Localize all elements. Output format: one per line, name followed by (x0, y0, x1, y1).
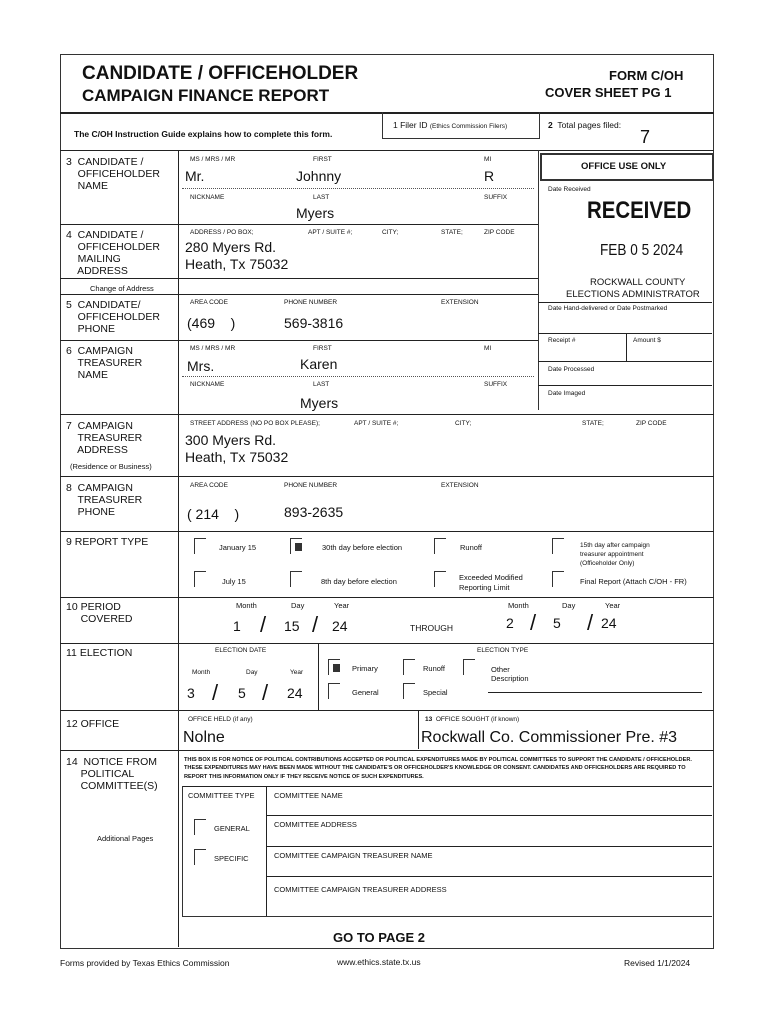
s5-ext-label: EXTENSION (441, 299, 479, 306)
form-title-line2: CAMPAIGN FINANCE REPORT (82, 86, 330, 105)
january-15-label: January 15 (219, 543, 257, 552)
s4-address-label: ADDRESS / PO BOX; (190, 229, 254, 236)
special-checkbox[interactable] (403, 683, 415, 699)
s7-state-label: STATE; (582, 420, 604, 427)
footer-url[interactable]: www.ethics.state.tx.us (337, 957, 421, 967)
form-title-line1: CANDIDATE / OFFICEHOLDER (82, 63, 359, 84)
footer-revised: Revised 1/1/2024 (624, 958, 691, 968)
section-6-label: 6 CAMPAIGN TREASURER NAME (66, 345, 143, 381)
s4-city-label: CITY; (382, 229, 399, 236)
other-election-checkbox[interactable] (463, 659, 475, 675)
s6-last-label: LAST (313, 381, 330, 388)
hand-delivered-label: Date Hand-delivered or Date Postmarked (548, 305, 668, 312)
period-to-day[interactable]: 5 (553, 615, 561, 631)
election-month-label: Month (192, 669, 211, 676)
s4-state-label: STATE; (441, 229, 463, 236)
s3-first-label: FIRST (313, 156, 332, 163)
from-day-label: Day (291, 601, 305, 610)
15th-day-label: 15th day after campaign treasurer appointment (Officeholder Only) (580, 542, 650, 567)
special-label: Special (423, 688, 448, 697)
election-year-label: Year (290, 669, 304, 676)
s8-area-label: AREA CODE (190, 482, 228, 489)
s5-area-label: AREA CODE (190, 299, 228, 306)
committee-notice: THIS BOX IS FOR NOTICE OF POLITICAL CONTRIBUTIONS ACCEPTED OR POLITICAL EXPENDITURES MADE BY POLITICAL COMMITTEES TO SUPPORT THE CANDIDATE / OFFICEHOLDER. THESE EXPENDITURES MAY HAVE BEEN MADE WITHOUT THE CANDIDATE'S OR OFFICEHOLDER'S KNOWLEDGE OR CONSENT. CANDIDATES AND OFFICEHOLDERS ARE REQUIRED TO REPORT THIS INFORMATION ONLY IF THEY RECEIVE NOTICE OF SUCH EXPENDITURES. (184, 757, 692, 780)
section-10-label: 10 PERIOD COVERED (66, 601, 133, 625)
treasurer-first-name[interactable]: Karen (300, 356, 338, 372)
s5-phone-label: PHONE NUMBER (284, 299, 338, 306)
8th-day-label: 8th day before election (321, 577, 397, 586)
total-pages-value[interactable]: 7 (640, 127, 651, 147)
section-8-label: 8 CAMPAIGN TREASURER PHONE (66, 482, 143, 518)
stamp-admin: ELECTIONS ADMINISTRATOR (566, 289, 700, 300)
s3-last-label: LAST (313, 194, 330, 201)
committee-address-label: COMMITTEE ADDRESS (274, 820, 357, 829)
treasurer-address-line1[interactable]: 300 Myers Rd. (185, 432, 277, 448)
exceeded-limit-label: Exceeded Modified Reporting Limit (459, 573, 523, 592)
received-stamp: RECEIVED (587, 197, 692, 224)
s6-first-label: FIRST (313, 345, 332, 352)
election-day[interactable]: 5 (238, 685, 246, 701)
instruction-text: The C/OH Instruction Guide explains how to complete this form. (74, 129, 333, 139)
filer-id-label: 1 Filer ID (Ethics Commission Filers) (393, 120, 508, 130)
section-7-label: 7 CAMPAIGN TREASURER ADDRESS (66, 420, 143, 456)
runoff-report-checkbox[interactable] (434, 538, 446, 554)
processed-label: Date Processed (548, 366, 595, 373)
30th-day-checkbox[interactable] (290, 538, 302, 554)
from-month-label: Month (236, 601, 257, 610)
election-runoff-label: Runoff (423, 664, 445, 673)
to-year-label: Year (605, 601, 621, 610)
section-9-label: 9 REPORT TYPE (66, 536, 149, 548)
election-date-label: ELECTION DATE (215, 647, 267, 654)
section-3-label: 3 CANDIDATE / OFFICEHOLDER NAME (66, 156, 160, 192)
treasurer-area-code[interactable]: ( 214 ) (187, 506, 240, 522)
committee-specific-label: SPECIFIC (214, 854, 249, 863)
election-month[interactable]: 3 (187, 685, 195, 701)
section-4-label: 4 CANDIDATE / OFFICEHOLDER MAILING ADDRESS (66, 229, 160, 277)
january-15-checkbox[interactable] (194, 538, 206, 554)
to-month-label: Month (508, 601, 529, 610)
candidate-area-code[interactable]: (469 ) (187, 315, 236, 331)
s7-city-label: CITY; (455, 420, 472, 427)
july-15-label: July 15 (222, 577, 246, 586)
office-sought-label: 13 OFFICE SOUGHT (if known) (425, 716, 520, 723)
s8-ext-label: EXTENSION (441, 482, 479, 489)
30th-day-label: 30th day before election (322, 543, 403, 552)
s3-suffix-label: SUFFIX (484, 194, 508, 201)
election-day-label: Day (246, 669, 258, 676)
treasurer-prefix[interactable]: Mrs. (187, 358, 215, 374)
date-received-label: Date Received (548, 186, 591, 193)
s4-apt-label: APT / SUITE #; (308, 229, 353, 236)
general-label: General (352, 688, 379, 697)
s6-suffix-label: SUFFIX (484, 381, 508, 388)
treasurer-address-line2[interactable]: Heath, Tx 75032 (185, 449, 289, 465)
section-14-label: 14 NOTICE FROM POLITICAL COMMITTEE(S) (66, 756, 158, 792)
stamp-county: ROCKWALL COUNTY (590, 277, 686, 288)
s8-phone-label: PHONE NUMBER (284, 482, 338, 489)
s3-mi-label: MI (484, 156, 492, 163)
s3-ms-label: MS / MRS / MR (190, 156, 236, 163)
candidate-prefix[interactable]: Mr. (185, 168, 205, 184)
15th-day-checkbox[interactable] (552, 538, 564, 554)
receipt-label: Receipt # (548, 337, 576, 344)
section-12-label: 12 OFFICE (66, 718, 120, 730)
election-type-label: ELECTION TYPE (477, 647, 529, 654)
change-of-address-label: Change of Address (90, 284, 154, 293)
go-to-page-2: GO TO PAGE 2 (333, 930, 425, 945)
candidate-address-line2[interactable]: Heath, Tx 75032 (185, 256, 289, 272)
election-runoff-checkbox[interactable] (403, 659, 415, 675)
primary-label: Primary (352, 664, 378, 673)
candidate-phone[interactable]: 569-3816 (284, 315, 344, 331)
s6-ms-label: MS / MRS / MR (190, 345, 236, 352)
amount-label: Amount $ (633, 337, 661, 344)
s4-zip-label: ZIP CODE (484, 229, 515, 236)
primary-checkbox[interactable] (328, 659, 340, 675)
from-year-label: Year (334, 601, 350, 610)
other-election-label: Other Description (491, 665, 529, 683)
exceeded-limit-checkbox[interactable] (434, 571, 446, 587)
received-stamp-date: FEB 0 5 2024 (600, 242, 684, 259)
8th-day-checkbox[interactable] (290, 571, 302, 587)
section-11-label: 11 ELECTION (66, 647, 133, 659)
treasurer-phone[interactable]: 893-2635 (284, 504, 344, 520)
final-report-checkbox[interactable] (552, 571, 564, 587)
candidate-first-name[interactable]: Johnny (296, 168, 342, 184)
office-held-label: OFFICE HELD (if any) (188, 716, 253, 723)
office-use-title: OFFICE USE ONLY (581, 161, 667, 172)
s7-street-label: STREET ADDRESS (NO PO BOX PLEASE); (190, 420, 320, 427)
s7-apt-label: APT / SUITE #; (354, 420, 399, 427)
period-to-month[interactable]: 2 (506, 615, 514, 631)
footer-provider: Forms provided by Texas Ethics Commission (60, 958, 230, 968)
treasurer-last-name[interactable]: Myers (300, 395, 339, 411)
section-5-label: 5 CANDIDATE/ OFFICEHOLDER PHONE (66, 299, 160, 335)
form-page: COVER SHEET PG 1 (545, 85, 672, 100)
s6-mi-label: MI (484, 345, 492, 352)
s3-nick-label: NICKNAME (190, 194, 225, 201)
residence-label: (Residence or Business) (70, 462, 152, 471)
s7-zip-label: ZIP CODE (636, 420, 667, 427)
period-from-month[interactable]: 1 (233, 618, 241, 634)
candidate-address-line1[interactable]: 280 Myers Rd. (185, 239, 277, 255)
committee-name-label: COMMITTEE NAME (274, 791, 343, 800)
total-pages-label: 2 Total pages filed: (548, 120, 622, 130)
general-checkbox[interactable] (328, 683, 340, 699)
imaged-label: Date Imaged (548, 390, 586, 397)
through-label: THROUGH (410, 623, 453, 633)
committee-treasurer-label: COMMITTEE CAMPAIGN TREASURER NAME (274, 851, 433, 860)
s6-nick-label: NICKNAME (190, 381, 225, 388)
period-from-year[interactable]: 24 (332, 618, 348, 634)
period-to-year[interactable]: 24 (601, 615, 617, 631)
period-from-day[interactable]: 15 (284, 618, 300, 634)
runoff-report-label: Runoff (460, 543, 482, 552)
additional-pages-label: Additional Pages (97, 834, 154, 843)
candidate-mi[interactable]: R (484, 168, 495, 184)
office-sought-value[interactable]: Rockwall Co. Commissioner Pre. #3 (421, 729, 678, 746)
candidate-last-name[interactable]: Myers (296, 205, 335, 221)
form-id: FORM C/OH (609, 68, 684, 83)
committee-type-label: COMMITTEE TYPE (188, 791, 255, 800)
final-report-label: Final Report (Attach C/OH - FR) (580, 577, 687, 586)
office-held-value[interactable]: Nolne (183, 729, 225, 746)
committee-general-label: GENERAL (214, 824, 250, 833)
committee-treasurer-address-label: COMMITTEE CAMPAIGN TREASURER ADDRESS (274, 885, 447, 894)
election-year[interactable]: 24 (287, 685, 303, 701)
to-day-label: Day (562, 601, 576, 610)
july-15-checkbox[interactable] (194, 571, 206, 587)
